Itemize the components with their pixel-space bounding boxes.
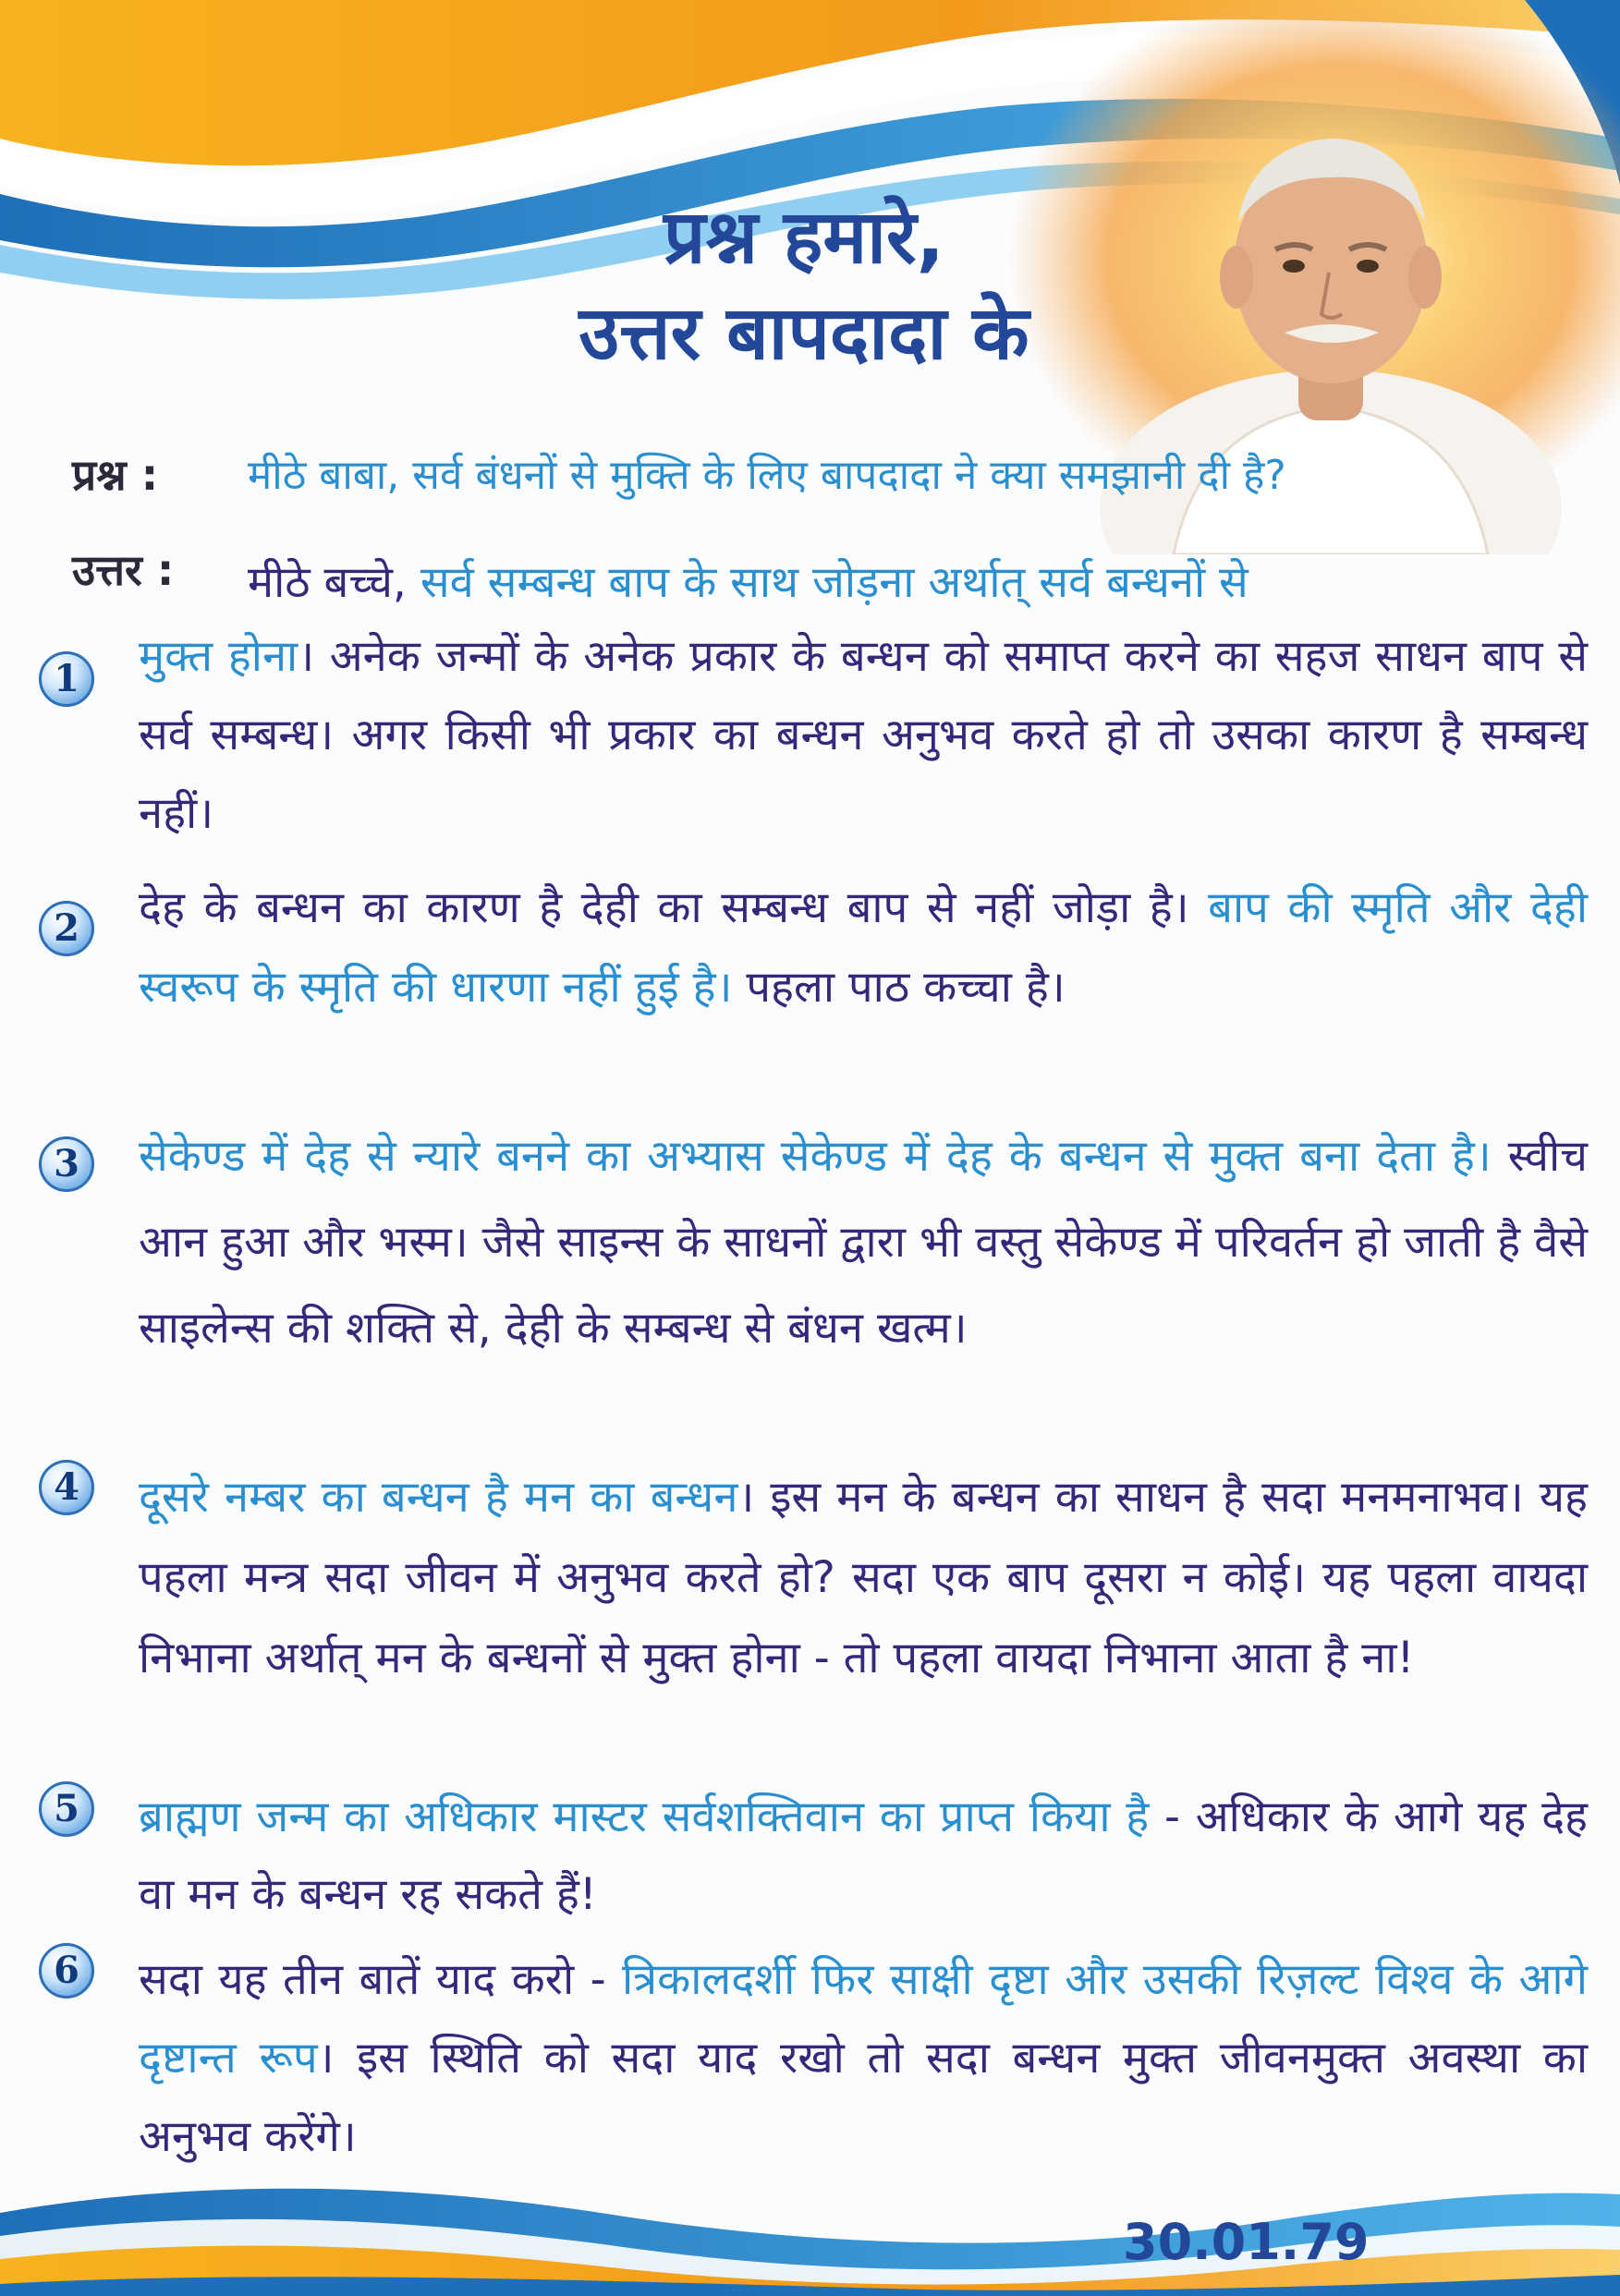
point-6 xyxy=(139,1940,1588,2176)
point-3 xyxy=(139,1113,1588,1371)
point-2-text-after: पहला पाठ कच्चा है। xyxy=(746,962,1066,1013)
point-5-highlight: ब्राह्मण जन्म का अधिकार मास्टर सर्वशक्तिवान का प्राप्त किया है xyxy=(139,1792,1150,1842)
point-3-highlight: सेकेण्ड में देह से न्यारे बनने का अभ्यास सेकेण्ड में देह के बन्धन से मुक्त बना देता है। xyxy=(139,1131,1492,1182)
point-4-text: । इस मन के बन्धन का साधन है सदा मनमनाभव। यह पहला मन्त्र सदा जीवन में अनुभव करते हो? सदा एक बाप दूसरा न कोई। यह पहला वायदा निभाना अर्थात् मन के बन्धनों से मुक्त होना - तो पहला वायदा निभाना आता है ना! xyxy=(139,1472,1588,1683)
point-6-highlight: त्रिकालदर्शी फिर साक्षी दृष्टा और उसकी रिज़ल्ट विश्व के आगे दृष्टान्त रूप xyxy=(139,1954,1588,2083)
point-2-text-before: देह के बन्धन का कारण है देही का सम्बन्ध बाप से नहीं जोड़ा है। xyxy=(139,882,1189,933)
question-label: प्रश्न : xyxy=(72,450,159,500)
page-title xyxy=(453,189,1155,382)
point-number-badge: 5 xyxy=(39,1781,94,1837)
title-line-2: उत्तर बापदादा के xyxy=(579,290,1029,376)
answer-label: उत्तर : xyxy=(72,545,175,595)
point-1-text: । अनेक जन्मों के अनेक प्रकार के बन्धन को समाप्त करने का सहज साधन बाप से सर्व सम्बन्ध। अगर किसी भी प्रकार का बन्धन अनुभव करते हो तो उसका कारण है सम्बन्ध नहीं। xyxy=(139,631,1588,839)
point-number-badge: 6 xyxy=(39,1943,94,1998)
point-1 xyxy=(139,617,1588,853)
point-2 xyxy=(139,869,1588,1027)
answer-intro xyxy=(139,541,1580,625)
answer-highlight: सर्व सम्बन्ध बाप के साथ जोड़ना अर्थात् सर्व बन्धनों से xyxy=(420,557,1248,608)
point-3-text: स्वीच आन हुआ और भस्म। जैसे साइन्स के साधनों द्वारा भी वस्तु सेकेण्ड में परिवर्तन हो जाती है वैसे साइलेन्स की शक्ति से, देही के सम्बन्ध से बंधन खत्म। xyxy=(139,1131,1588,1354)
question-text: मीठे बाबा, सर्व बंधनों से मुक्ति के लिए बापदादा ने क्या समझानी दी है? xyxy=(248,452,1286,499)
point-1-highlight: मुक्त होना xyxy=(139,631,298,682)
point-4-highlight: दूसरे नम्बर का बन्धन है मन का बन्धन xyxy=(139,1472,738,1523)
point-2-highlight: बाप की स्मृति और देही स्वरूप के स्मृति की धारणा नहीं हुई है। xyxy=(139,882,1589,1013)
answer-intro-text: मीठे बच्चे, xyxy=(248,557,407,608)
point-5 xyxy=(139,1779,1588,1934)
point-5-text: - अधिकार के आगे यह देह वा मन के बन्धन रह सकते हैं! xyxy=(139,1792,1588,1920)
title-line-1: प्रश्न हमारे, xyxy=(663,194,945,280)
point-number-badge: 3 xyxy=(39,1136,94,1192)
date-label: 30.01.79 xyxy=(1123,2213,1370,2271)
point-number-badge: 1 xyxy=(39,651,94,707)
point-number-badge: 4 xyxy=(39,1460,94,1515)
point-6-text-before: सदा यह तीन बातें याद करो - xyxy=(139,1954,606,2005)
point-6-text-after: । इस स्थिति को सदा याद रखो तो सदा बन्धन मुक्त जीवनमुक्त अवस्था का अनुभव करेंगे। xyxy=(139,2033,1588,2162)
point-4 xyxy=(139,1457,1588,1698)
point-number-badge: 2 xyxy=(39,901,94,956)
